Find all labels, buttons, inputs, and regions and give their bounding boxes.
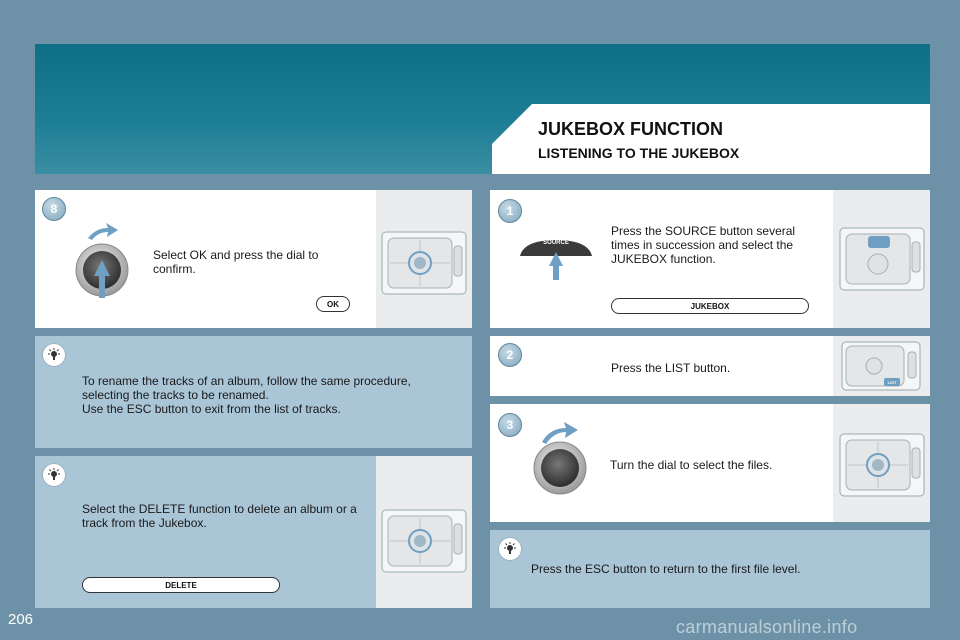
step-2-text: Press the LIST button.: [611, 361, 731, 375]
step-1-text: Press the SOURCE button several times in succession and select the JUKEBOX function.: [611, 224, 796, 266]
step-2-badge: 2: [498, 343, 522, 367]
page-title: JUKEBOX FUNCTION: [538, 119, 724, 139]
step-1-badge: 1: [498, 199, 522, 223]
radio-unit-icon: [380, 230, 468, 296]
radio-unit-icon: [838, 432, 926, 498]
watermark: carmanualsonline.info: [676, 617, 858, 637]
lightbulb-icon: [498, 537, 522, 561]
tip-3-text: Press the ESC button to return to the first file level.: [531, 562, 801, 576]
dial-turn-icon: [532, 420, 592, 496]
lightbulb-icon: [42, 343, 66, 367]
tip-1-text: To rename the tracks of an album, follow the same procedure, selecting the tracks to be renamed. Use the ESC button to exit from the list of tracks.: [82, 374, 411, 416]
step-8-text: Select OK and press the dial to confirm.: [153, 248, 319, 276]
step-3-badge: 3: [498, 413, 522, 437]
jukebox-pill: JUKEBOX: [611, 298, 809, 314]
page-subtitle: LISTENING TO THE JUKEBOX: [538, 145, 740, 161]
list-button-label: LIST: [887, 380, 897, 385]
radio-unit-icon: [380, 508, 468, 574]
dial-press-icon: [74, 220, 130, 302]
lightbulb-icon: [42, 463, 66, 487]
ok-pill: OK: [316, 296, 350, 312]
tip-2-text: Select the DELETE function to delete an album or a track from the Jukebox.: [82, 502, 357, 530]
page-number: 206: [8, 611, 34, 628]
radio-unit-icon: [840, 340, 922, 392]
radio-unit-icon: [838, 226, 926, 292]
source-button-label: SOURCE: [543, 240, 569, 246]
step-8-badge: 8: [42, 197, 66, 221]
delete-pill: DELETE: [82, 577, 280, 593]
step-3-text: Turn the dial to select the files.: [610, 458, 773, 472]
